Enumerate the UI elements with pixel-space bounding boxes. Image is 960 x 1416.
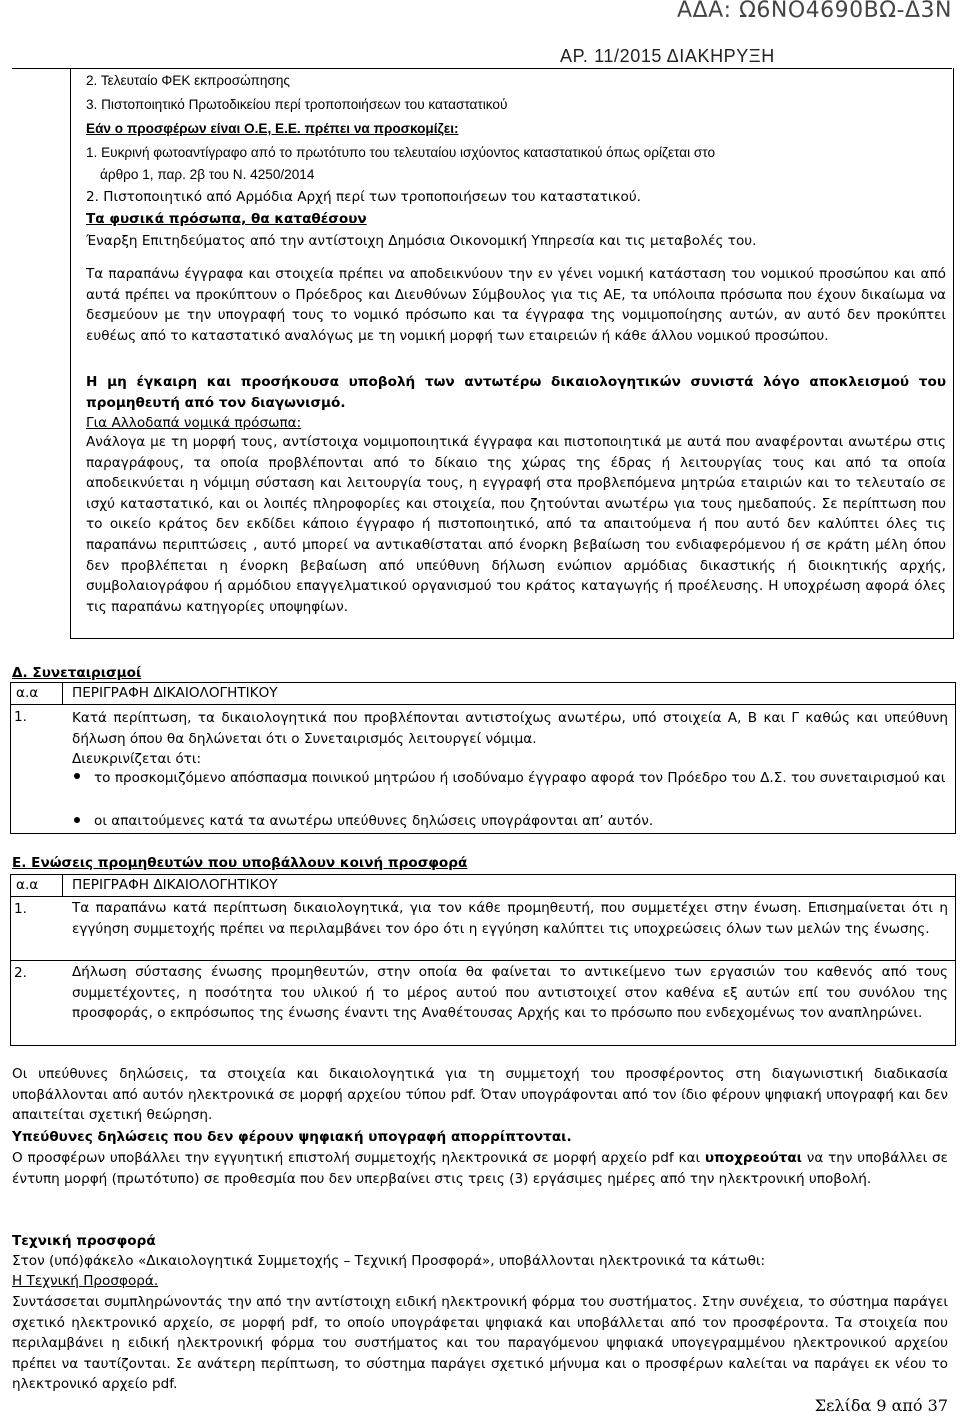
unsigned-declarations-notice: Υπεύθυνες δηλώσεις που δεν φέρουν ψηφιακή υπογραφή απορρίπτονται. [12,1129,572,1145]
section-e-title: Ε. Ενώσεις προμηθευτών που υποβάλλουν κοινή προσφορά [12,855,468,871]
section-e-col-number: α.α [16,877,39,893]
section-d-bullet-1: το προσκομιζόμενο απόσπασμα ποινικού μητρώου ή ισοδύναμο έγγραφο αφορά τον Πρόεδρο του Δ.Σ. του συνεταιρισμού και [94,770,946,786]
box1-line-8: Έναρξη Επιτηδεύματος από την αντίστοιχη Δημόσια Οικονομική Υπηρεσία και τις μεταβολές του. [86,233,757,249]
section-e-col-divider [62,874,63,896]
guarantee-text-bold: υποχρεούται [704,1150,802,1166]
declarations-paragraph: Οι υπεύθυνες δηλώσεις, τα στοιχεία και δικαιολογητικά για τη συμμετοχή του προσφέροντος στη διαγωνιστική διαδικασία υποβάλλονται από αυτόν ηλεκτρονικά σε μορφή αρχείου τύπου pdf. Όταν υπογράφονται από τον ίδιο φέρουν ψηφιακή υπογραφή και δεν απαιτείται σχετική θεώρηση. [12,1066,948,1124]
guarantee-paragraph [12,1148,948,1189]
bullet-icon [74,773,80,779]
section-e-header-divider [10,896,956,897]
box1-paragraph-documents: Τα παραπάνω έγγραφα και στοιχεία πρέπει να αποδεικνύουν την εν γένει νομική κατάσταση του νομικού προσώπου και από αυτά πρέπει να προκύπτουν ο Πρόεδρος και Διευθύνων Σύμβουλος για τις ΑΕ, τα υπόλοιπα πρόσωπα που έχουν δικαίωμα να δεσμεύουν με την υπογραφή τους το νομικό πρόσωπο και τα έγγραφα της νομιμοποίησης αυτών, αν αυτό δεν προκύπτει ευθέως από το καταστατικό αναλόγως με τη νομική μορφή των εταιρειών ή κάθε άλλου νομικού προσώπου. [86,266,946,344]
section-e-row-2-text: Δήλωση σύστασης ένωσης προμηθευτών, στην οποία θα φαίνεται το αντικείμενο των εργασιών του καθενός από τους συμμετέχοντες, η ποσότητα του υλικού ή το μέρος αυτού που αντιστοιχεί στον καθένα εξ αυτών επί του συνόλου της προσφοράς, ο εκπρόσωπος της ένωσης έναντι της Αναθέτουσας Αρχής και το πρόσωπο που ενδεχομένως τον αναπληρώνει. [72,964,948,1022]
section-e-row-1-number: 1. [14,901,27,917]
page-number: Σελίδα 9 από 37 [814,1396,948,1415]
bullet-icon [74,817,80,823]
box1-line-2: 3. Πιστοποιητικό Πρωτοδικείου περί τροποποιήσεων του καταστατικού [86,97,508,112]
box1-line-1: 2. Τελευταίο ΦΕΚ εκπροσώπησης [86,73,290,88]
box1-foreign-entities-heading: Για Αλλοδαπά νομικά πρόσωπα: [86,415,302,431]
box1-line-5: άρθρο 1, παρ. 2β του Ν. 4250/2014 [100,167,315,182]
announcement-number: ΑΡ. 11/2015 ΔΙΑΚΗΡΥΞΗ [560,46,775,66]
section-d-row-1-number: 1. [14,709,27,725]
technical-offer-line-2: Η Τεχνική Προσφορά. [12,1273,159,1289]
ada-code: ΑΔΑ: Ω6ΝΟ4690ΒΩ-Δ3Ν [677,0,952,23]
technical-offer-paragraph: Συντάσσεται συμπληρώνοντάς την από την αντίστοιχη ειδική ηλεκτρονική φόρμα του συστήματος. Στην συνέχεια, το σύστημα παράγει σχετικό ηλεκτρονικό αρχείο, σε μορφή pdf, το οποίο υπογράφεται ψηφιακά και υποβάλλεται από τον προσφέροντα. Τα στοιχεία που περιλαμβάνει η ειδική ηλεκτρονική φόρμα του συστήματος και του παραγόμενου ψηφιακά υπογεγραμμένου ηλεκτρονικού αρχείου πρέπει να ταυτίζονται. Σε ανάτερη περίπτωση, το σύστημα παράγει σχετικό μήνυμα και ο προσφέρων καλείται να παράγει εκ νέου το ηλεκτρονικό αρχείο pdf. [12,1294,948,1393]
section-e-row-2-number: 2. [14,965,27,981]
box1-line-4: 1. Ευκρινή φωτοαντίγραφο από το πρωτότυπο του τελευταίου ισχύοντος καταστατικού όπως ορίζεται στο [86,145,716,160]
section-d-col-number: α.α [16,685,39,701]
section-e-row-divider [10,960,956,961]
technical-offer-line-1: Στον (υπό)φάκελο «Δικαιολογητικά Συμμετοχής – Τεχνική Προσφορά», υποβάλλονται ηλεκτρονικά τα κάτωθι: [12,1253,766,1269]
section-e-col-description: ΠΕΡΙΓΡΑΦΗ ΔΙΚΑΙΟΛΟΓΗΤΙΚΟΥ [72,877,278,893]
box1-foreign-entities-paragraph: Ανάλογα με τη μορφή τους, αντίστοιχα νομιμοποιητικά έγγραφα και πιστοποιητικά με αυτά που αναφέρονται ανωτέρω στις παραγράφους, τα οποία προβλέπονται από το δίκαιο της χώρας της έδρας ή λειτουργίας τους και από τα οποία αποδεικνύεται η νόμιμη σύσταση και λειτουργία τους, η εγγραφή στα προβλεπόμενα μητρώα εταιριών και το τελευταίο σε ισχύ καταστατικό, και οι λοιπές πληροφορίες και στοιχεία, που ζητούνται ανωτέρω για τους ημεδαπούς. Σε περίπτωση που το οικείο κράτος δεν εκδίδει κάποιο έγγραφο ή πιστοποιητικό, από τα απαιτούμενα ή που αυτό δεν καλύπτει όλες τις παραπάνω περιπτώσεις , αυτό μπορεί να αντικαθίσταται από ένορκη βεβαίωση του ενδιαφερόμενου ή σε κράτη μέλη όπου δεν προβλέπεται η ένορκη βεβαίωση από υπεύθυνη δήλωση ενώπιον αρμόδιας δικαστικής ή διοικητικής αρχής, συμβολαιογράφου ή αρμόδιου επαγγελματικού οργανισμού του κράτος καταγωγής ή προέλευσης. Η υποχρέωση αφορά όλες τις παραπάνω κατηγορίες υποψηφίων. [86,434,946,615]
box1-exclusion-notice: Η μη έγκαιρη και προσήκουσα υποβολή των αντωτέρω δικαιολογητικών συνιστά λόγο αποκλεισμού του προμηθευτή από τον διαγωνισμό. [86,374,946,411]
box1-natural-persons-heading: Τα φυσικά πρόσωπα, θα καταθέσουν [86,211,367,227]
section-d-clarification: Διευκρινίζεται ότι: [72,751,202,767]
section-d-row-1-text: Κατά περίπτωση, τα δικαιολογητικά που προβλέπονται αντιστοίχως ανωτέρω, υπό στοιχεία Α, Β και Γ καθώς και υπεύθυνη δήλωση όπου θα δηλώνεται ότι ο Συνεταιρισμός λειτουργεί νόμιμα. [72,710,948,747]
section-e-row-1-text: Τα παραπάνω κατά περίπτωση δικαιολογητικά, για τον κάθε προμηθευτή, που συμμετέχει στην ένωση. Επισημαίνεται ότι η εγγύηση συμμετοχής πρέπει να περιλαμβάνει τον όρο ότι η εγγύηση καλύπτει τις υποχρεώσεις όλων των μελών της ένωσης. [72,900,948,937]
section-d-col-description: ΠΕΡΙΓΡΑΦΗ ΔΙΚΑΙΟΛΟΓΗΤΙΚΟΥ [72,685,278,701]
guarantee-text-c: να την υποβάλλει σε έντυπη μορφή (πρωτότυπο) σε προθεσμία που δεν υπερβαίνει στις τρεις (3) εργάσιμες ημέρες από την ηλεκτρονική υποβολή. [12,1150,948,1187]
section-d-title: Δ. Συνεταιρισμοί [12,665,142,681]
box1-line-6: 2. Πιστοποιητικό από Αρμόδια Αρχή περί των τροποποιήσεων του καταστατικού. [86,189,642,205]
section-d-header-divider [10,704,956,705]
guarantee-text-a: Ο προσφέρων υποβάλλει την εγγυητική επιστολή συμμετοχής ηλεκτρονικά σε μορφή αρχείο pdf και [12,1150,705,1166]
technical-offer-title: Τεχνική προσφορά [12,1233,156,1249]
box1-oe-ee-heading: Εάν ο προσφέρων είναι Ο.Ε, Ε.Ε. πρέπει να προσκομίζει: [86,121,459,136]
section-d-bullet-2: οι απαιτούμενες κατά τα ανωτέρω υπεύθυνες δηλώσεις υπογράφονται απ’ αυτόν. [94,813,654,829]
section-d-col-divider [62,682,63,704]
